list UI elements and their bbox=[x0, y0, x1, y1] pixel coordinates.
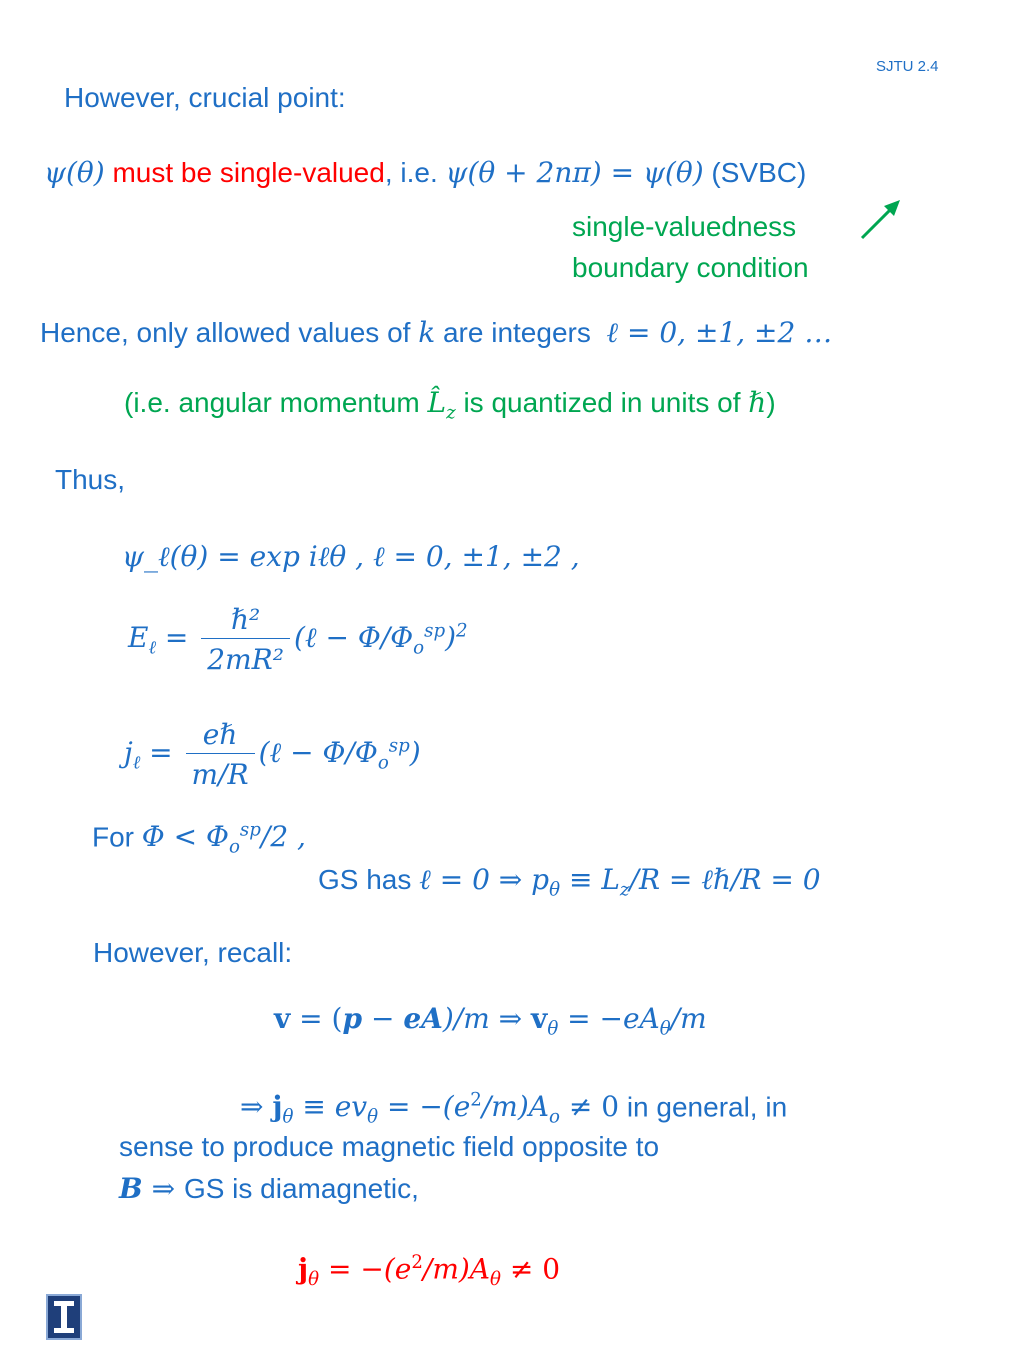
svbc-line bbox=[44, 156, 806, 189]
svbc-equation: ψ(θ + 2nπ) = ψ(θ) bbox=[445, 156, 704, 189]
gs-line: GS has ℓ = 0 ⇒ $p_\theta \equiv L_z/R$ = ℓℏ/R = 0 bbox=[318, 863, 821, 901]
k-symbol: k bbox=[418, 316, 436, 349]
psi-theta: ψ(θ) bbox=[44, 156, 105, 189]
arrow-up-right-icon bbox=[856, 196, 904, 244]
eq-energy: $E_\ell$ = $\frac{\text{ℏ²}}{\text{2mR²}}$ (ℓ − $\Phi/\Phi_o^{sp})^2$ bbox=[128, 603, 468, 676]
hence-line bbox=[40, 316, 832, 350]
eq-jtheta-line: ⇒ $j_\theta \equiv ev_\theta = -(e^2/m)A_o \ne 0$ in general, in bbox=[240, 1090, 788, 1128]
hence-text-2: are integers bbox=[442, 317, 591, 348]
sense-line: sense to produce magnetic field opposite to bbox=[119, 1131, 660, 1162]
annotation-line-1: single-valuedness bbox=[572, 211, 797, 242]
ang-text-2: is quantized in units of bbox=[463, 387, 741, 418]
for-line: For $\Phi < \Phi_o^{sp}/2$ , bbox=[92, 820, 306, 858]
eq-final: $j_\theta = -(e^2/m)A_\theta \ne 0$ bbox=[298, 1252, 561, 1290]
recall-label: However, recall: bbox=[93, 937, 293, 968]
ell-values: ℓ = 0, ±1, ±2 … bbox=[606, 316, 833, 349]
L-hat: $L̂_z$ bbox=[427, 386, 456, 424]
slide-id: SJTU 2.4 bbox=[876, 58, 939, 75]
hence-text-1: Hence, only allowed values of bbox=[40, 317, 411, 348]
svbc-tag: (SVBC) bbox=[711, 157, 807, 188]
ang-text-1: (i.e. angular momentum bbox=[124, 387, 420, 418]
ie-text: , i.e. bbox=[384, 157, 438, 188]
eq-current: $j_\ell$ = $\frac{\text{eℏ}}{m/R}$ (ℓ − $\Phi/\Phi_o^{sp}$) bbox=[124, 718, 421, 791]
diamagnetic-line: B ⇒ GS is diamagnetic, bbox=[119, 1172, 419, 1205]
annotation-line-2: boundary condition bbox=[572, 252, 809, 283]
eq-velocity: v = (p − eA)/m ⇒ $v_\theta = -eA_\theta/m$ bbox=[274, 1002, 707, 1040]
illinois-block-i-icon bbox=[46, 1294, 82, 1340]
single-valued-text: must be single-valued bbox=[112, 157, 385, 188]
thus-label: Thus, bbox=[55, 464, 126, 495]
hbar-symbol: ℏ bbox=[748, 386, 767, 419]
heading: However, crucial point: bbox=[64, 82, 346, 113]
angular-momentum-line: (i.e. angular momentum $L̂_z$ is quantized in units of ℏ) bbox=[124, 386, 776, 424]
eq-psi: ψ_ℓ(θ) = exp iℓθ , ℓ = 0, ±1, ±2 , bbox=[122, 540, 580, 573]
